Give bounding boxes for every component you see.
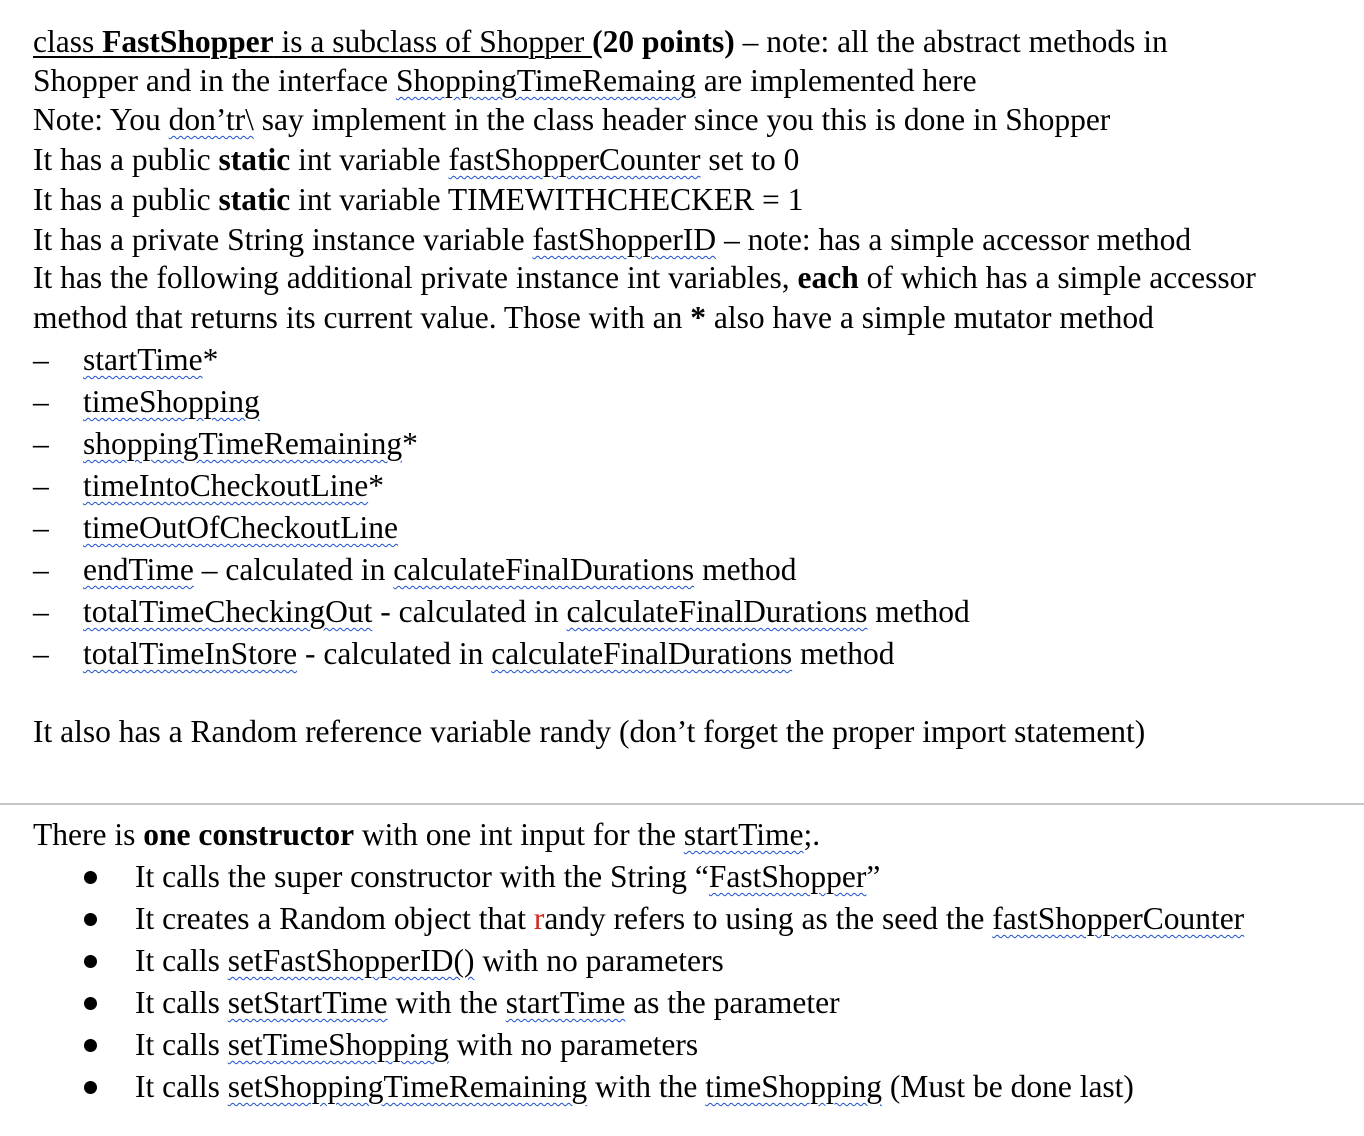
step-code: fastShopperCounter xyxy=(992,901,1245,936)
dash-marker: – xyxy=(33,384,49,419)
each-keyword: each xyxy=(797,260,859,295)
points-label: (20 points) xyxy=(592,24,735,59)
note-text: – note: all the abstract methods in xyxy=(734,24,1168,59)
class-keyword: class xyxy=(33,24,103,59)
counter-value: set to 0 xyxy=(700,142,800,177)
var-suffix: * xyxy=(202,342,219,377)
step-text: It calls xyxy=(135,943,228,978)
intro-end: ;. xyxy=(803,817,821,852)
var-name: totalTimeInStore xyxy=(83,636,298,671)
var-mid: – calculated in xyxy=(193,552,394,587)
var-suffix: * xyxy=(402,426,418,461)
dash-marker: – xyxy=(33,636,49,671)
step-text: It calls xyxy=(135,1069,228,1104)
list-item xyxy=(83,592,970,632)
counter-type: int variable xyxy=(290,142,449,177)
step-text: It calls the super constructor with the String “ xyxy=(135,859,709,894)
var-name: timeShopping xyxy=(83,384,260,419)
step-text: It calls xyxy=(135,985,228,1020)
bullet-icon xyxy=(84,871,97,884)
step-red-letter: r xyxy=(533,901,545,936)
step-text: It creates a Random object that xyxy=(135,901,534,936)
dash-marker: – xyxy=(33,342,49,377)
mutator-rest: also have a simple mutator method xyxy=(706,300,1154,335)
checker-rest: int variable TIMEWITHCHECKER = 1 xyxy=(290,182,804,217)
var-name: timeIntoCheckoutLine xyxy=(83,468,369,503)
mutator-line xyxy=(33,298,1154,338)
step-text-2: andy refers to using as the seed the xyxy=(544,901,993,936)
id-var-name: fastShopperID xyxy=(532,222,717,257)
start-time-param: startTime xyxy=(683,817,804,852)
dash-marker: – xyxy=(33,552,49,587)
step-text: It calls xyxy=(135,1027,228,1062)
additional-vars-line xyxy=(33,258,1256,298)
id-note: – note: has a simple accessor method xyxy=(716,222,1192,257)
dash-marker: – xyxy=(33,510,49,545)
list-item xyxy=(83,508,398,548)
list-item xyxy=(135,983,840,1023)
var-name: shoppingTimeRemaining xyxy=(83,426,403,461)
list-item xyxy=(135,1025,698,1065)
interface-line xyxy=(33,61,977,101)
interface-text: Shopper and in the interface xyxy=(33,63,396,98)
implemented-text: are implemented here xyxy=(695,63,977,98)
list-item xyxy=(83,466,384,506)
dash-marker: – xyxy=(33,594,49,629)
mutator-prefix: method that returns its current value. Those with an xyxy=(33,300,691,335)
list-item xyxy=(135,899,1244,939)
step-code-2: timeShopping xyxy=(705,1069,882,1104)
static-keyword-2: static xyxy=(218,182,291,217)
var-mid: - calculated in xyxy=(372,594,567,629)
id-prefix: It has a private String instance variable xyxy=(33,222,533,257)
section-divider xyxy=(0,803,1364,805)
dont-word: don’tr\ xyxy=(168,102,254,137)
checker-line xyxy=(33,180,803,220)
method-name: calculateFinalDurations xyxy=(393,552,695,587)
dash-marker: – xyxy=(33,426,49,461)
list-item xyxy=(83,550,797,590)
constructor-intro-line xyxy=(33,815,820,855)
step-rest: with no parameters xyxy=(474,943,724,978)
list-item xyxy=(83,382,260,422)
step-code: FastShopper xyxy=(708,859,867,894)
list-item xyxy=(83,340,218,380)
class-name: FastShopper xyxy=(102,24,274,59)
list-item xyxy=(135,941,724,981)
step-rest: as the parameter xyxy=(625,985,840,1020)
step-code: setStartTime xyxy=(227,985,388,1020)
list-item xyxy=(83,424,418,464)
var-end: method xyxy=(867,594,970,629)
list-item xyxy=(135,857,880,897)
counter-line xyxy=(33,140,799,180)
bullet-icon xyxy=(84,997,97,1010)
additional-prefix: It has the following additional private instance int variables, xyxy=(33,260,798,295)
checker-prefix: It has a public xyxy=(33,182,219,217)
var-name: startTime xyxy=(83,342,203,377)
subclass-text: is a subclass of Shopper xyxy=(273,24,593,59)
var-suffix: * xyxy=(368,468,384,503)
bullet-icon xyxy=(84,1039,97,1052)
method-name: calculateFinalDurations xyxy=(491,636,793,671)
list-item xyxy=(83,634,895,674)
step-mid: with the xyxy=(387,985,506,1020)
dash-marker: – xyxy=(33,468,49,503)
one-constructor-keyword: one constructor xyxy=(143,817,355,852)
list-item xyxy=(135,1067,1134,1107)
step-rest: ” xyxy=(866,859,881,894)
note-line xyxy=(33,100,1110,140)
asterisk-keyword: * xyxy=(690,300,707,335)
var-name: timeOutOfCheckoutLine xyxy=(83,510,398,545)
interface-name: ShoppingTimeRemaing xyxy=(396,63,696,98)
additional-rest: of which has a simple accessor xyxy=(858,260,1256,295)
step-code: setTimeShopping xyxy=(227,1027,449,1062)
var-name: totalTimeCheckingOut xyxy=(83,594,373,629)
bullet-icon xyxy=(84,955,97,968)
var-end: method xyxy=(694,552,797,587)
var-end: method xyxy=(792,636,895,671)
step-code-2: startTime xyxy=(505,985,626,1020)
step-code: setShoppingTimeRemaining xyxy=(227,1069,588,1104)
bullet-icon xyxy=(84,1081,97,1094)
counter-prefix: It has a public xyxy=(33,142,219,177)
note-rest: say implement in the class header since you this is done in Shopper xyxy=(253,102,1111,137)
var-mid: - calculated in xyxy=(297,636,492,671)
intro-prefix: There is xyxy=(33,817,144,852)
step-mid: with the xyxy=(587,1069,706,1104)
method-name: calculateFinalDurations xyxy=(566,594,868,629)
random-variable-line: It also has a Random reference variable randy (don’t forget the proper import statement) xyxy=(33,714,1146,749)
id-line xyxy=(33,220,1191,260)
step-rest: (Must be done last) xyxy=(881,1069,1134,1104)
step-rest: with no parameters xyxy=(448,1027,699,1062)
counter-var-name: fastShopperCounter xyxy=(448,142,701,177)
note-prefix: Note: You xyxy=(33,102,169,137)
step-code: setFastShopperID() xyxy=(227,943,475,978)
var-name: endTime xyxy=(83,552,194,587)
class-heading-line xyxy=(33,22,1168,62)
bullet-icon xyxy=(84,913,97,926)
intro-mid: with one int input for the xyxy=(354,817,684,852)
static-keyword: static xyxy=(218,142,291,177)
